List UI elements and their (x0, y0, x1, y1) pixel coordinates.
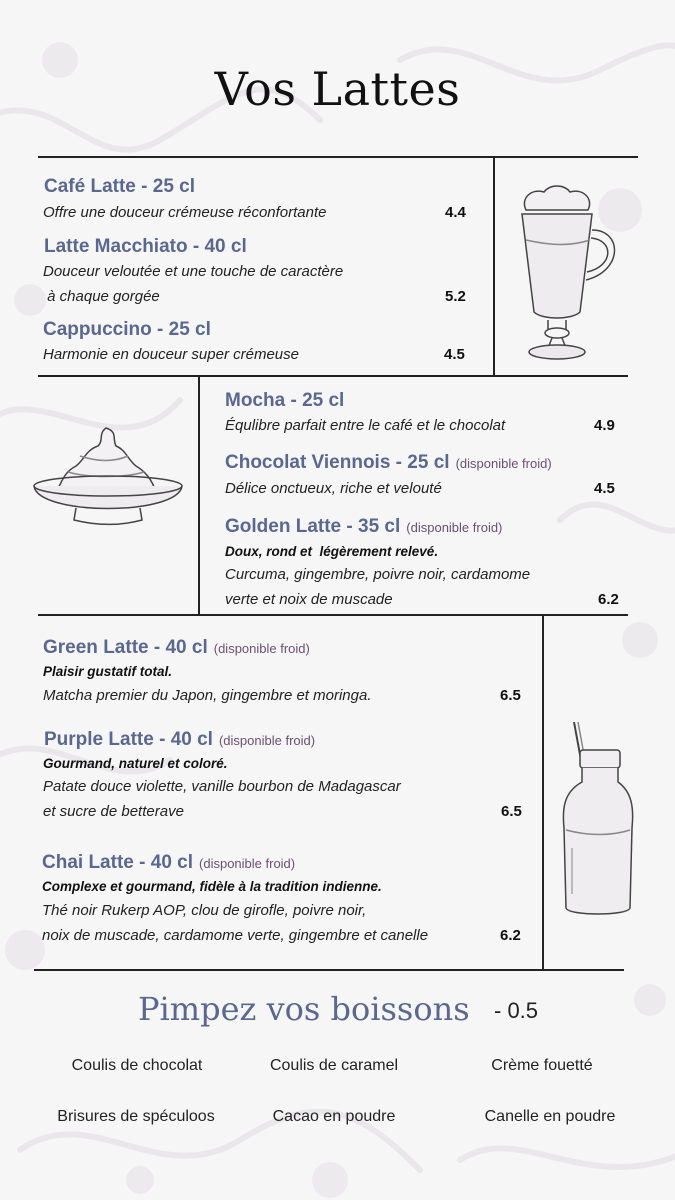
divider (38, 375, 628, 377)
extra-option: Canelle en poudre (484, 1108, 616, 1125)
cold-availability: (disponible froid) (213, 641, 310, 656)
divider (34, 969, 624, 971)
menu-item-desc: à chaque gorgée (43, 288, 160, 305)
extra-option: Coulis de chocolat (71, 1057, 203, 1074)
menu-item-desc: Harmonie en douceur super crémeuse (43, 346, 299, 363)
whipped-cream-bowl-illustration (28, 420, 188, 530)
menu-item-name: Cappuccino - 25 cl (43, 319, 211, 340)
menu-item-name: Latte Macchiato - 40 cl (44, 236, 247, 257)
menu-item-price: 4.4 (445, 204, 466, 221)
cold-availability: (disponible froid) (199, 856, 296, 871)
menu-item-price: 6.2 (598, 591, 619, 608)
cold-availability: (disponible froid) (218, 733, 316, 748)
divider (38, 156, 638, 158)
menu-item-name: Golden Latte - 35 cl (disponible froid) (225, 516, 503, 537)
menu-item-price: 6.2 (500, 927, 521, 944)
menu-item-tagline: Doux, rond et légèrement relevé. (225, 544, 439, 559)
menu-item-price: 6.5 (501, 803, 522, 820)
page-title: Vos Lattes (214, 62, 461, 116)
menu-item-price: 4.5 (444, 346, 465, 363)
menu-item-desc: Thé noir Rukerp AOP, clou de girofle, poivre noir, (42, 902, 367, 919)
menu-item-desc: Délice onctueux, riche et velouté (225, 480, 442, 497)
menu-item-tagline: Complexe et gourmand, fidèle à la tradition indienne. (42, 879, 382, 894)
menu-item-desc: Matcha premier du Japon, gingembre et moringa. (43, 687, 372, 704)
menu-item-name: Mocha - 25 cl (225, 390, 345, 411)
menu-item-desc: verte et noix de muscade (225, 591, 393, 608)
cold-availability: (disponible froid) (406, 520, 503, 535)
latte-glass-illustration (512, 180, 627, 365)
divider (493, 156, 495, 376)
menu-item-name: Café Latte - 25 cl (44, 176, 196, 197)
menu-item-desc: Douceur veloutée et une touche de caractère (43, 263, 344, 280)
divider (542, 614, 544, 970)
milk-bottle-illustration (558, 718, 638, 923)
cold-availability: (disponible froid) (455, 456, 552, 471)
menu-item-name: Purple Latte - 40 cl (disponible froid) (44, 729, 316, 750)
extra-option: Coulis de caramel (269, 1057, 399, 1074)
divider (198, 376, 200, 614)
menu-item-name: Chocolat Viennois - 25 cl (disponible froid) (225, 452, 552, 473)
extra-option: Crème fouetté (491, 1057, 593, 1074)
extra-option: Cacao en poudre (272, 1108, 396, 1125)
menu-item-desc: Patate douce violette, vanille bourbon de Madagascar (43, 778, 401, 795)
menu-item-name: Green Latte - 40 cl (disponible froid) (43, 637, 310, 658)
menu-item-desc: Curcuma, gingembre, poivre noir, cardamome (225, 566, 531, 583)
menu-item-desc: noix de muscade, cardamome verte, gingembre et canelle (42, 927, 429, 944)
menu-item-name: Chai Latte - 40 cl (disponible froid) (42, 852, 296, 873)
menu-item-price: 4.5 (594, 480, 615, 497)
menu-item-desc: Offre une douceur crémeuse réconfortante (43, 204, 327, 221)
menu-item-price: 5.2 (445, 288, 466, 305)
menu-item-desc: Équlibre parfait entre le café et le chocolat (225, 417, 506, 434)
menu-item-price: 6.5 (500, 687, 521, 704)
menu-item-price: 4.9 (594, 417, 615, 434)
menu-item-tagline: Plaisir gustatif total. (43, 664, 173, 679)
extra-option: Brisures de spéculoos (57, 1108, 215, 1125)
extras-price: - 0.5 (494, 998, 539, 1023)
menu-item-tagline: Gourmand, naturel et coloré. (43, 756, 228, 771)
extras-title: Pimpez vos boissons (138, 990, 470, 1028)
divider (38, 614, 628, 616)
menu-item-desc: et sucre de betterave (43, 803, 184, 820)
